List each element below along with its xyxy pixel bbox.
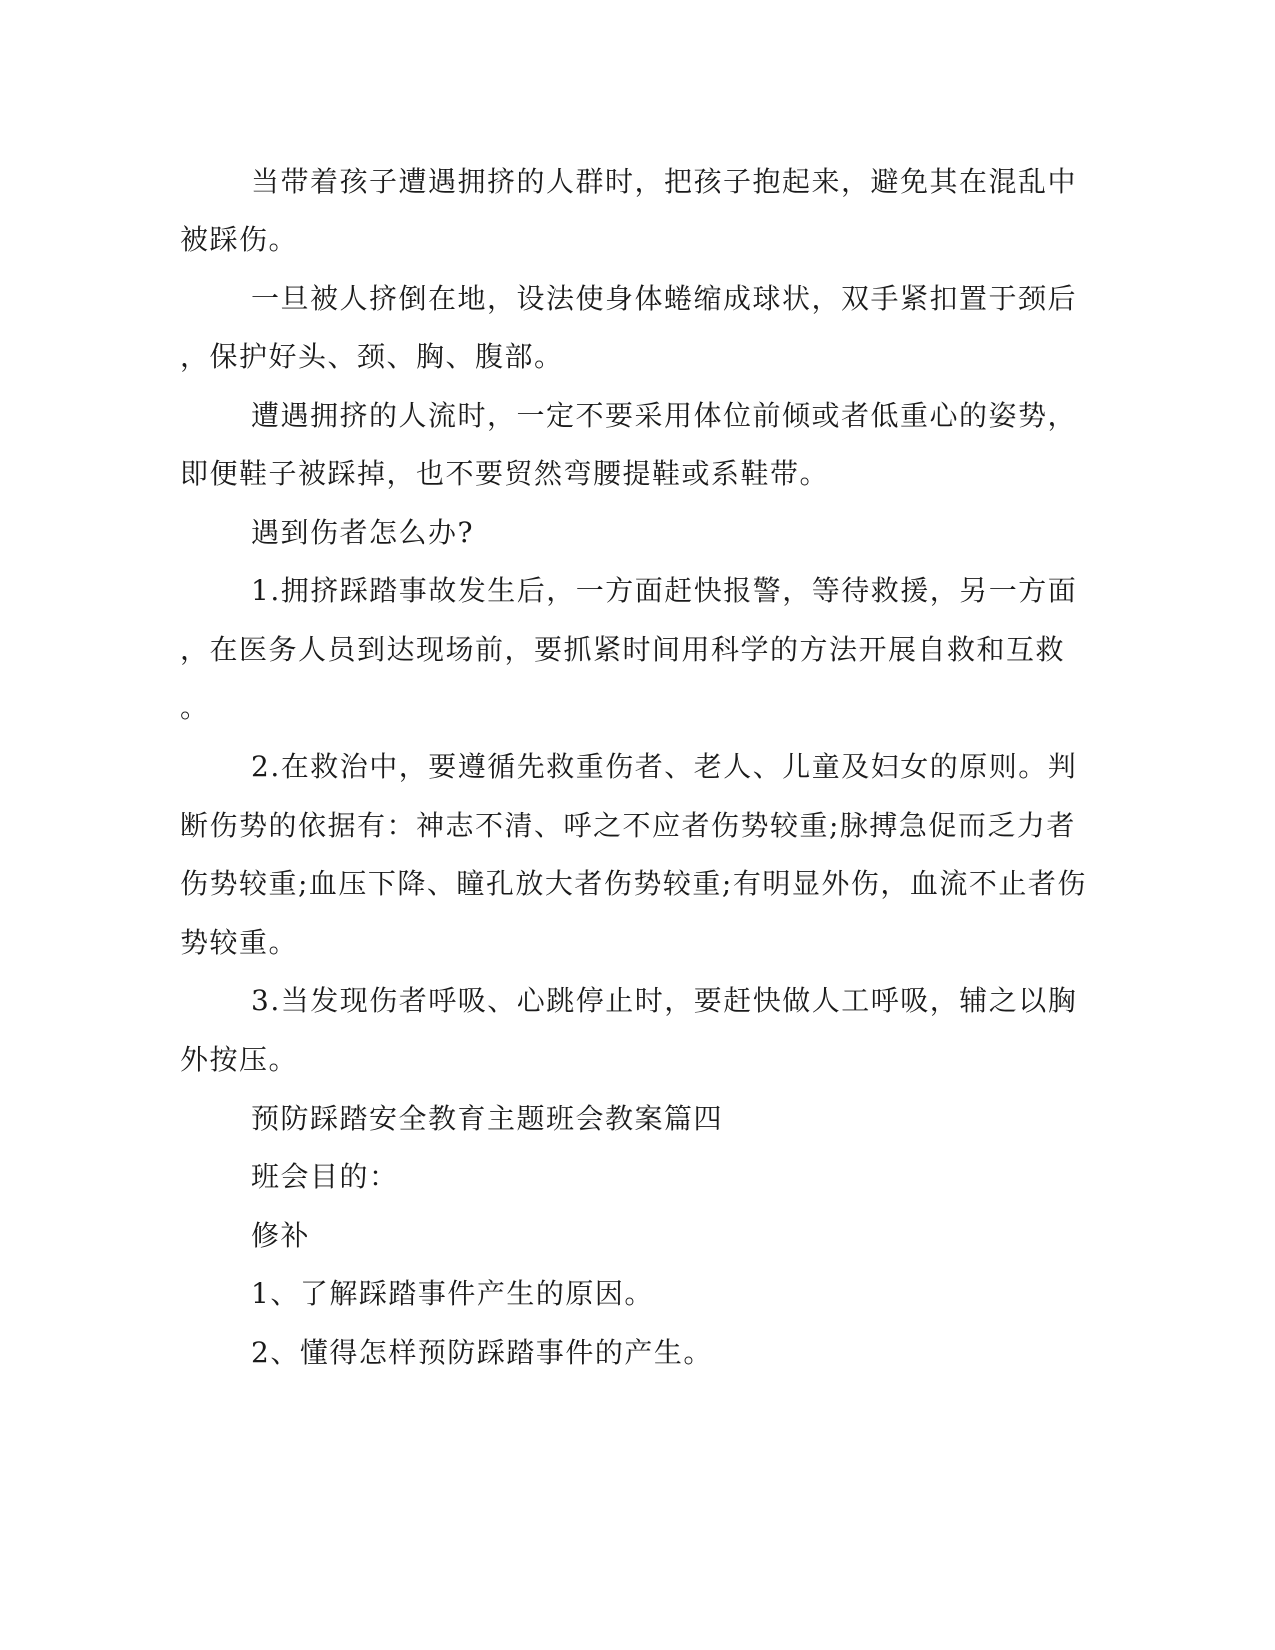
paragraph-line: 断伤势的依据有：神志不清、呼之不应者伤势较重;脉搏急促而乏力者	[180, 809, 1076, 842]
subsection-label: 班会目的：	[251, 1160, 399, 1193]
paragraph-line: 伤势较重;血压下降、瞳孔放大者伤势较重;有明显外伤，血流不止者伤	[180, 867, 1087, 900]
list-item: 1、了解踩踏事件产生的原因。	[251, 1277, 654, 1310]
paragraph-line: 。	[180, 691, 210, 724]
paragraph-line: 1.拥挤踩踏事故发生后，一方面赶快报警，等待救援，另一方面	[251, 574, 1078, 607]
paragraph-line: 即便鞋子被踩掉，也不要贸然弯腰提鞋或系鞋带。	[180, 457, 830, 490]
section-heading: 预防踩踏安全教育主题班会教案篇四	[251, 1102, 724, 1135]
paragraph-line: 被踩伤。	[180, 223, 299, 256]
section-question: 遇到伤者怎么办?	[251, 516, 475, 549]
subsection-label: 修补	[251, 1219, 311, 1252]
paragraph-line: 3.当发现伤者呼吸、心跳停止时，要赶快做人工呼吸，辅之以胸	[251, 984, 1078, 1017]
paragraph-line: 当带着孩子遭遇拥挤的人群时，把孩子抱起来，避免其在混乱中	[251, 165, 1078, 198]
paragraph-line: ，保护好头、颈、胸、腹部。	[180, 340, 564, 373]
paragraph-line: ，在医务人员到达现场前，要抓紧时间用科学的方法开展自救和互救	[180, 633, 1066, 666]
list-item: 2、懂得怎样预防踩踏事件的产生。	[251, 1336, 713, 1369]
paragraph-line: 势较重。	[180, 926, 299, 959]
paragraph-line: 遭遇拥挤的人流时，一定不要采用体位前倾或者低重心的姿势，	[251, 399, 1078, 432]
paragraph-line: 一旦被人挤倒在地，设法使身体蜷缩成球状，双手紧扣置于颈后	[251, 282, 1078, 315]
paragraph-line: 外按压。	[180, 1043, 299, 1076]
paragraph-line: 2.在救治中，要遵循先救重伤者、老人、儿童及妇女的原则。判	[251, 750, 1078, 783]
